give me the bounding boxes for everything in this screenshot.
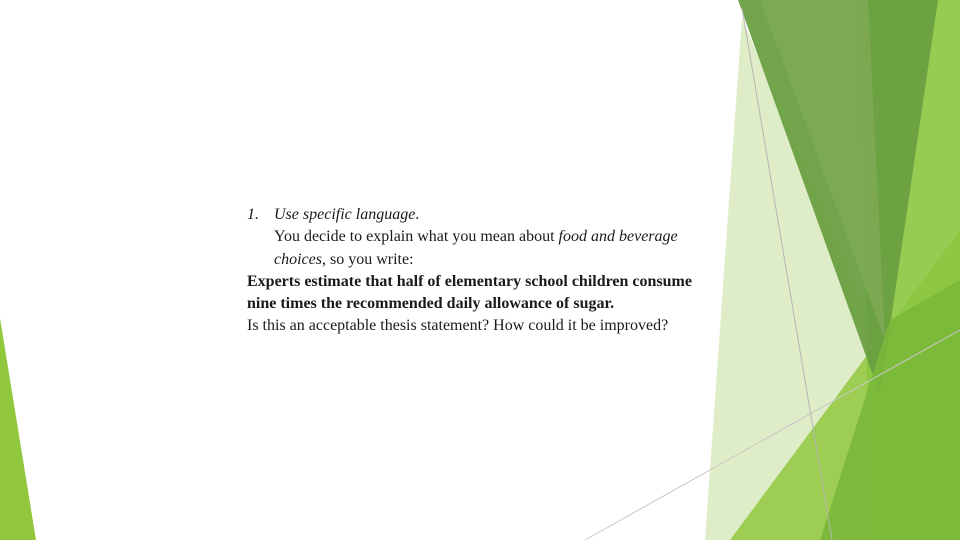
item-title-period: .	[415, 206, 420, 223]
item-number: 1.	[247, 206, 259, 223]
explanation-part-2: , so you write:	[321, 250, 414, 268]
thesis-statement: Experts estimate that half of elementary school children consume nine times the recommended daily allowance of sugar.	[247, 272, 692, 313]
left-accent-triangle	[0, 318, 36, 540]
explanation-italic: food and beverage choices	[274, 228, 678, 268]
numbered-item	[247, 204, 697, 226]
explanation-part-1: You decide to explain what you mean about	[274, 228, 559, 246]
item-title-wrap	[274, 204, 419, 226]
explanation-text	[247, 226, 697, 271]
slide-body	[247, 204, 697, 338]
question-text: Is this an acceptable thesis statement? How could it be improved?	[247, 317, 669, 335]
item-title: Use specific language	[274, 206, 416, 223]
